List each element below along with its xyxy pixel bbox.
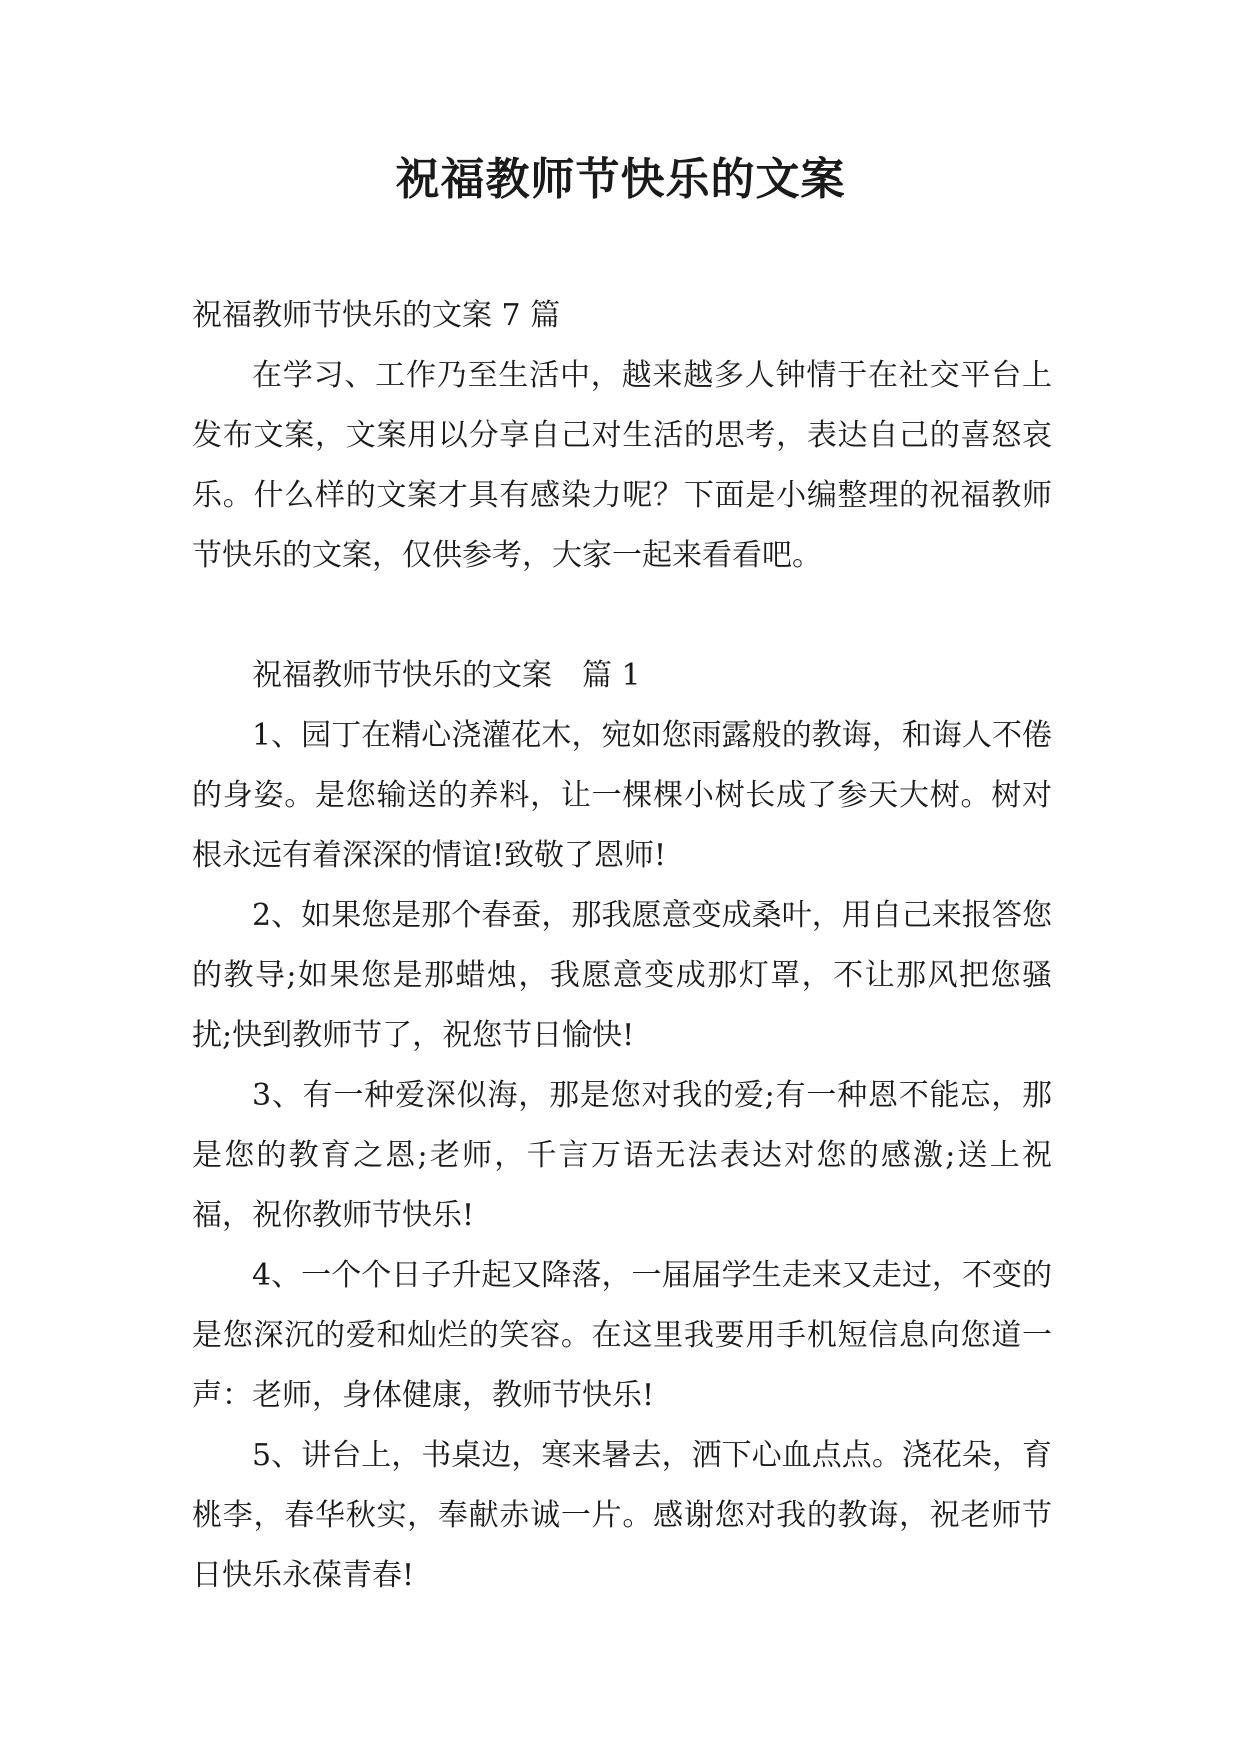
list-item: 5、讲台上，书桌边，寒来暑去，洒下心血点点。浇花朵，育桃李，春华秋实，奉献赤诚一片。感谢您对我的教诲，祝老师节日快乐永葆青春! (192, 1438, 1052, 1593)
list-item: 2、如果您是那个春蚕，那我愿意变成桑叶，用自己来报答您的教导;如果您是那蜡烛，我愿意变成那灯罩，不让那风把您骚扰;快到教师节了，祝您节日愉快! (192, 898, 1052, 1053)
list-item: 4、一个个日子升起又降落，一届届学生走来又走过，不变的是您深沉的爱和灿烂的笑容。在这里我要用手机短信息向您道一声：老师，身体健康，教师节快乐! (192, 1258, 1052, 1413)
document-body (192, 286, 1052, 1606)
document-subtitle: 祝福教师节快乐的文案 7 篇 (192, 298, 561, 333)
intro-paragraph: 在学习、工作乃至生活中，越来越多人钟情于在社交平台上发布文案，文案用以分享自己对生活的思考，表达自己的喜怒哀乐。什么样的文案才具有感染力呢？下面是小编整理的祝福教师节快乐的文案，仅供参考，大家一起来看看吧。 (192, 358, 1052, 573)
document-title: 祝福教师节快乐的文案 (395, 154, 846, 205)
section-heading: 祝福教师节快乐的文案 篇 1 (252, 658, 641, 693)
list-item: 3、有一种爱深似海，那是您对我的爱;有一种恩不能忘，那是您的教育之恩;老师，千言万语无法表达对您的感激;送上祝福，祝你教师节快乐! (192, 1078, 1052, 1233)
list-item: 1、园丁在精心浇灌花木，宛如您雨露般的教诲，和诲人不倦的身姿。是您输送的养料，让一棵棵小树长成了参天大树。树对根永远有着深深的情谊!致敬了恩师! (192, 718, 1052, 873)
